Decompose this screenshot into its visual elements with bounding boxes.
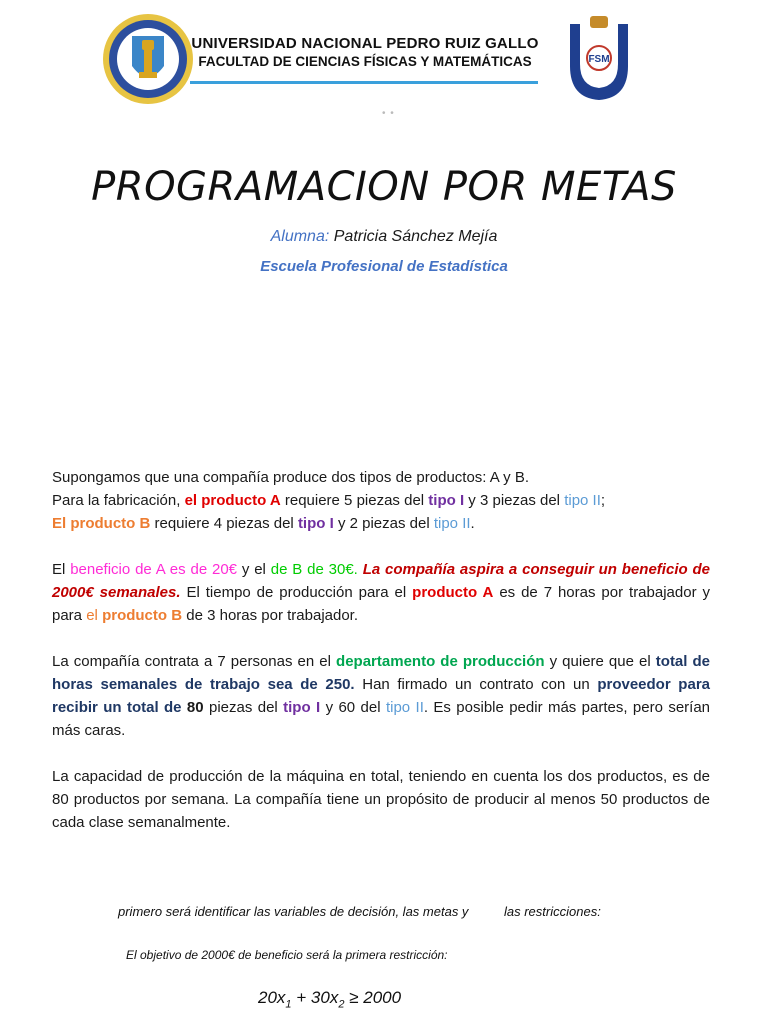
- text-span: y 3 piezas del: [468, 492, 561, 509]
- text-span: La compañía contrata a 7 personas en el: [52, 653, 331, 670]
- tipo-i-highlight: tipo I: [297, 515, 334, 532]
- text-line: Supongamos que una compañía produce dos tipos de productos: A y B.: [52, 469, 529, 486]
- equation-subscript: 2: [338, 998, 345, 1011]
- problem-statement: [52, 466, 710, 857]
- text-span: ;: [600, 492, 606, 509]
- paragraph-2: [52, 558, 710, 627]
- school-name: Escuela Profesional de Estadística: [260, 258, 508, 275]
- handwritten-note-2: El objetivo de 2000€ de beneficio será la primera restricción:: [126, 948, 448, 962]
- equation-subscript: 1: [285, 998, 292, 1011]
- handwritten-note-1b: las restricciones:: [504, 904, 601, 919]
- university-seal-logo: [102, 12, 194, 106]
- equation-term: 20x: [258, 988, 286, 1007]
- text-span: y 2 piezas del: [337, 515, 430, 532]
- decorative-dots: • •: [382, 108, 395, 119]
- department-highlight: departamento de producción: [336, 653, 545, 670]
- header-divider: [190, 81, 538, 84]
- text-span: y 60 del: [325, 699, 381, 716]
- page-title: PROGRAMACION POR METAS: [91, 164, 677, 210]
- faculty-logo-text: FSM: [588, 54, 610, 65]
- first-constraint-equation: [258, 988, 401, 1010]
- supplier-highlight: proveedor para recibir un total de: [52, 676, 710, 716]
- tipo-i-highlight: tipo I: [283, 699, 321, 716]
- benefit-a-highlight: beneficio de A es de 20€: [70, 561, 238, 578]
- university-name: UNIVERSIDAD NACIONAL PEDRO RUIZ GALLO: [191, 35, 539, 52]
- equation-term: ≥ 2000: [344, 988, 402, 1007]
- benefit-b-highlight: de B de 30€.: [270, 561, 358, 578]
- student-name: Patricia Sánchez Mejía: [333, 228, 498, 245]
- text-span: de 3 horas por trabajador.: [186, 607, 359, 624]
- text-span: el: [86, 607, 98, 624]
- tipo-ii-highlight: tipo II: [564, 492, 601, 509]
- text-span: requiere 4 piezas del: [154, 515, 294, 532]
- text-span: requiere 5 piezas del: [284, 492, 425, 509]
- text-span: .: [470, 515, 475, 532]
- text-span: 80: [186, 699, 204, 716]
- product-b-highlight: producto B: [102, 607, 183, 624]
- text-span: y quiere que el: [549, 653, 651, 670]
- paragraph-4: La capacidad de producción de la máquina en total, teniendo en cuenta los dos productos, es de 80 productos por semana. La compañía tiene un propósito de producir al menos 50 productos de cada clase semanalmente.: [52, 768, 710, 831]
- hours-highlight: total de horas semanales de trabajo sea de 250.: [52, 653, 711, 693]
- product-a-highlight: el producto A: [184, 492, 281, 509]
- text-span: El tiempo de producción para el: [186, 584, 407, 601]
- text-span: Han firmado un contrato con un: [362, 676, 590, 693]
- goal-highlight: La compañía aspira a conseguir un beneficio de 2000€ semanales.: [52, 561, 710, 601]
- institution-header: [190, 34, 540, 70]
- text-span: es de 7 horas por trabajador y para: [52, 584, 710, 624]
- product-b-highlight: El producto B: [52, 515, 151, 532]
- paragraph-1: [52, 466, 710, 535]
- text-span: Para la fabricación,: [52, 492, 181, 509]
- text-span: El: [52, 561, 66, 578]
- student-line: [0, 228, 768, 246]
- product-a-highlight: producto A: [412, 584, 494, 601]
- text-span: . Es posible pedir más partes, pero serían más caras.: [52, 699, 711, 739]
- equation-term: + 30x: [291, 988, 339, 1007]
- faculty-shield-logo: [566, 14, 632, 102]
- paragraph-3: [52, 650, 710, 742]
- student-label: Alumna:: [270, 228, 330, 245]
- tipo-i-highlight: tipo I: [428, 492, 465, 509]
- handwritten-note-1: primero será identificar las variables de decisión, las metas y: [118, 904, 469, 919]
- faculty-name: FACULTAD DE CIENCIAS FÍSICAS Y MATEMÁTICAS: [198, 54, 532, 69]
- tipo-ii-highlight: tipo II: [385, 699, 424, 716]
- text-span: y el: [241, 561, 266, 578]
- text-span: piezas del: [208, 699, 278, 716]
- tipo-ii-highlight: tipo II: [433, 515, 471, 532]
